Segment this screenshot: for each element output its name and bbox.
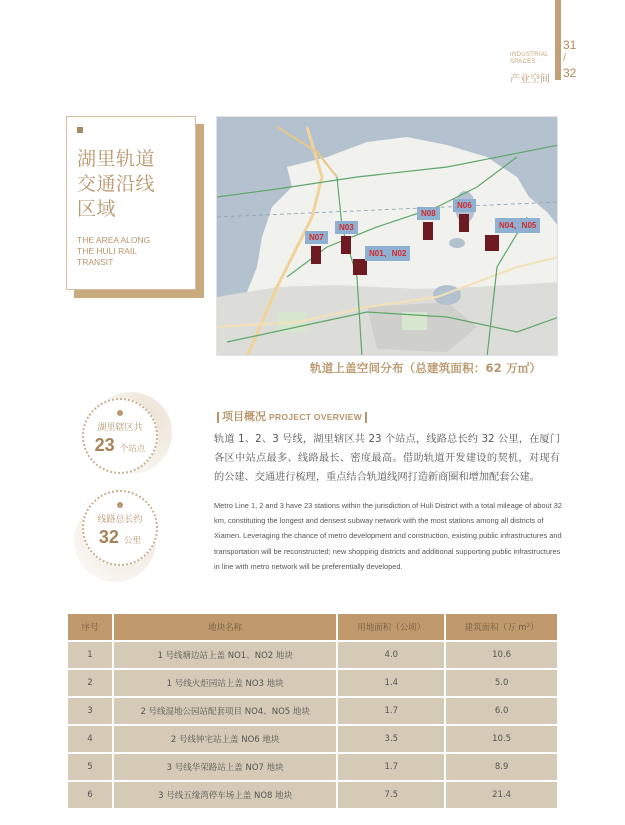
section-label-cn: 产业空间 bbox=[510, 74, 550, 85]
stat-line-length bbox=[82, 490, 158, 566]
map-caption: 轨道上盖空间分布（总建筑面积：62 万㎡） bbox=[310, 361, 542, 375]
transit-map bbox=[216, 116, 558, 356]
overview-body-en: Metro Line 1, 2 and 3 have 23 stations within the jurisdiction of Huli District with a total mileage of about 32 km, constituting the longest and densest subway network with the most stations among all districts of Xiamen. Leveraging the chance of metro development and construction, existing public infrastructures and transportation will be reconstructed; new shopping districts and additional supporting public infrastructures in line with metro network will be preferentially developed. bbox=[214, 501, 562, 571]
table-header-row bbox=[68, 614, 558, 641]
marker-label: N08 bbox=[417, 207, 440, 220]
table-row: 3 2 号线湿地公园站配套项目 NO4、NO5 地块 1.7 6.0 bbox=[68, 697, 558, 725]
col-header-land-area: 用地面积（公顷） bbox=[337, 614, 445, 641]
stat-label: 线路总长约 bbox=[97, 515, 143, 525]
col-header-plot-name: 地块名称 bbox=[113, 614, 338, 641]
heading-bar-left bbox=[217, 412, 219, 423]
table-row: 6 3 号线五缘湾停车场上盖 NO8 地块 7.5 21.4 bbox=[68, 781, 558, 809]
page-title: 湖里轨道 交通沿线 区域 bbox=[77, 148, 156, 220]
map-marker-n08 bbox=[417, 201, 440, 240]
heading-bar-right bbox=[365, 412, 367, 423]
marker-label: N04、N05 bbox=[495, 218, 540, 233]
dot-icon bbox=[117, 410, 123, 416]
dot-icon bbox=[117, 502, 123, 508]
stat-number: 23 bbox=[94, 435, 115, 455]
map-marker-n03 bbox=[335, 215, 358, 254]
col-header-index: 序号 bbox=[68, 614, 113, 641]
title-card bbox=[66, 116, 196, 290]
table-row: 4 2 号线钟宅站上盖 NO6 地块 3.5 10.5 bbox=[68, 725, 558, 753]
marker-label: N03 bbox=[335, 221, 358, 234]
table-row: 5 3 号线华荣路站上盖 NO7 地块 1.7 8.9 bbox=[68, 753, 558, 781]
marker-label: N06 bbox=[453, 199, 476, 212]
plots-table bbox=[68, 614, 559, 810]
col-header-floor-area: 建筑面积（万 m²） bbox=[445, 614, 558, 641]
building-icon bbox=[485, 235, 499, 251]
building-icon bbox=[311, 246, 321, 264]
map-marker-n01-n02 bbox=[365, 241, 410, 275]
building-icon bbox=[459, 214, 469, 232]
marker-label: N01、N02 bbox=[365, 246, 410, 261]
map-marker-n06 bbox=[453, 193, 476, 232]
overview-body-cn: 轨道 1、2、3 号线，湖里辖区共 23 个站点，线路总长约 32 公里，在厦门各区中站点最多、线路最长、密度最高。借助轨道开发建设的契机，对现有的公建、交通进行梳理，重点结合轨道线网打造新商圈和增加配套公建。 bbox=[214, 434, 560, 483]
map-marker-n04-n05 bbox=[495, 213, 540, 251]
marker-label: N07 bbox=[305, 231, 328, 244]
stat-stations bbox=[82, 398, 158, 474]
page-subtitle-en: THE AREA ALONG THE HULI RAIL TRANSIT bbox=[77, 235, 151, 267]
table-row: 2 1 号线火炬园站上盖 NO3 地块 1.4 5.0 bbox=[68, 669, 558, 697]
stat-label: 湖里辖区共 bbox=[97, 423, 143, 433]
building-icon bbox=[341, 236, 351, 254]
building-icon bbox=[423, 222, 433, 240]
square-bullet-icon bbox=[77, 127, 83, 133]
stat-unit: 个站点 bbox=[119, 444, 146, 454]
section-label-en: INDUSTRIAL SPACES bbox=[510, 52, 549, 65]
building-icon bbox=[353, 259, 367, 275]
page-number-right: 32 bbox=[563, 66, 577, 80]
stat-number: 32 bbox=[98, 527, 119, 547]
page-number-left: 31 bbox=[563, 38, 577, 52]
page-separator: / bbox=[563, 53, 567, 63]
stat-value bbox=[84, 435, 156, 456]
map-marker-n07 bbox=[305, 225, 328, 264]
page-accent-bar bbox=[555, 0, 561, 80]
table-row: 1 1 号线塘边站上盖 NO1、NO2 地块 4.0 10.6 bbox=[68, 641, 558, 669]
stat-value bbox=[84, 527, 156, 548]
stat-unit: 公里 bbox=[124, 536, 142, 546]
section-heading: 项目概况 PROJECT OVERVIEW bbox=[214, 408, 370, 424]
